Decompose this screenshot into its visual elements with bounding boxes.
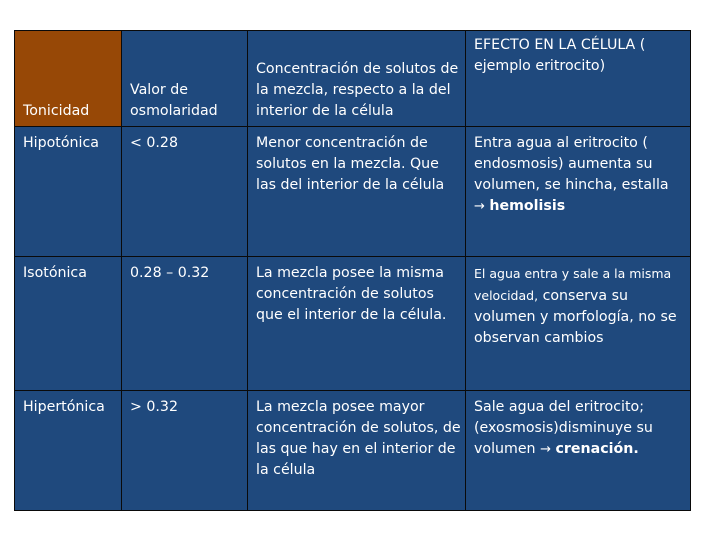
effect-cell [466,257,691,391]
effect-cell [466,127,691,257]
concentration-cell: La mezcla posee mayor concentración de solutos, de las que hay en el interior de la célula [248,391,466,511]
value-cell: 0.28 – 0.32 [122,257,248,391]
tonicity-table [14,30,691,511]
table-row-hipotonica [15,127,691,257]
header-concentracion: Concentración de solutos de la mezcla, respecto a la del interior de la célula [248,31,466,127]
table-row-isotonica [15,257,691,391]
concentration-cell: La mezcla posee la misma concentración de solutos que el interior de la célula. [248,257,466,391]
effect-highlight: crenación. [555,441,639,457]
header-osmolaridad: Valor de osmolaridad [122,31,248,127]
table-row-hipertonica [15,391,691,511]
effect-cell [466,391,691,511]
slide [14,30,690,510]
table-header-row [15,31,691,127]
header-tonicidad: Tonicidad [15,31,122,127]
effect-text: Entra agua al eritrocito ( endosmosis) aumenta su volumen, se hincha, estalla [474,135,669,193]
effect-highlight: hemolisis [489,198,566,214]
value-cell: > 0.32 [122,391,248,511]
arrow-right-icon: → [540,442,551,457]
tonicity-cell: Hipotónica [15,127,122,257]
arrow-right-icon: → [474,199,485,214]
concentration-cell: Menor concentración de solutos en la mezcla. Que las del interior de la célula [248,127,466,257]
effect-small-text: El agua entra y sale a la misma velocidad, [474,266,672,303]
value-cell: < 0.28 [122,127,248,257]
effect-text: Sale agua del eritrocito; (exosmosis)disminuye su volumen [474,399,653,457]
tonicity-cell: Isotónica [15,257,122,391]
header-efecto: EFECTO EN LA CÉLULA ( ejemplo eritrocito) [466,31,691,127]
effect-text: conserva su volumen y morfología, no se observan cambios [474,288,677,346]
tonicity-cell: Hipertónica [15,391,122,511]
